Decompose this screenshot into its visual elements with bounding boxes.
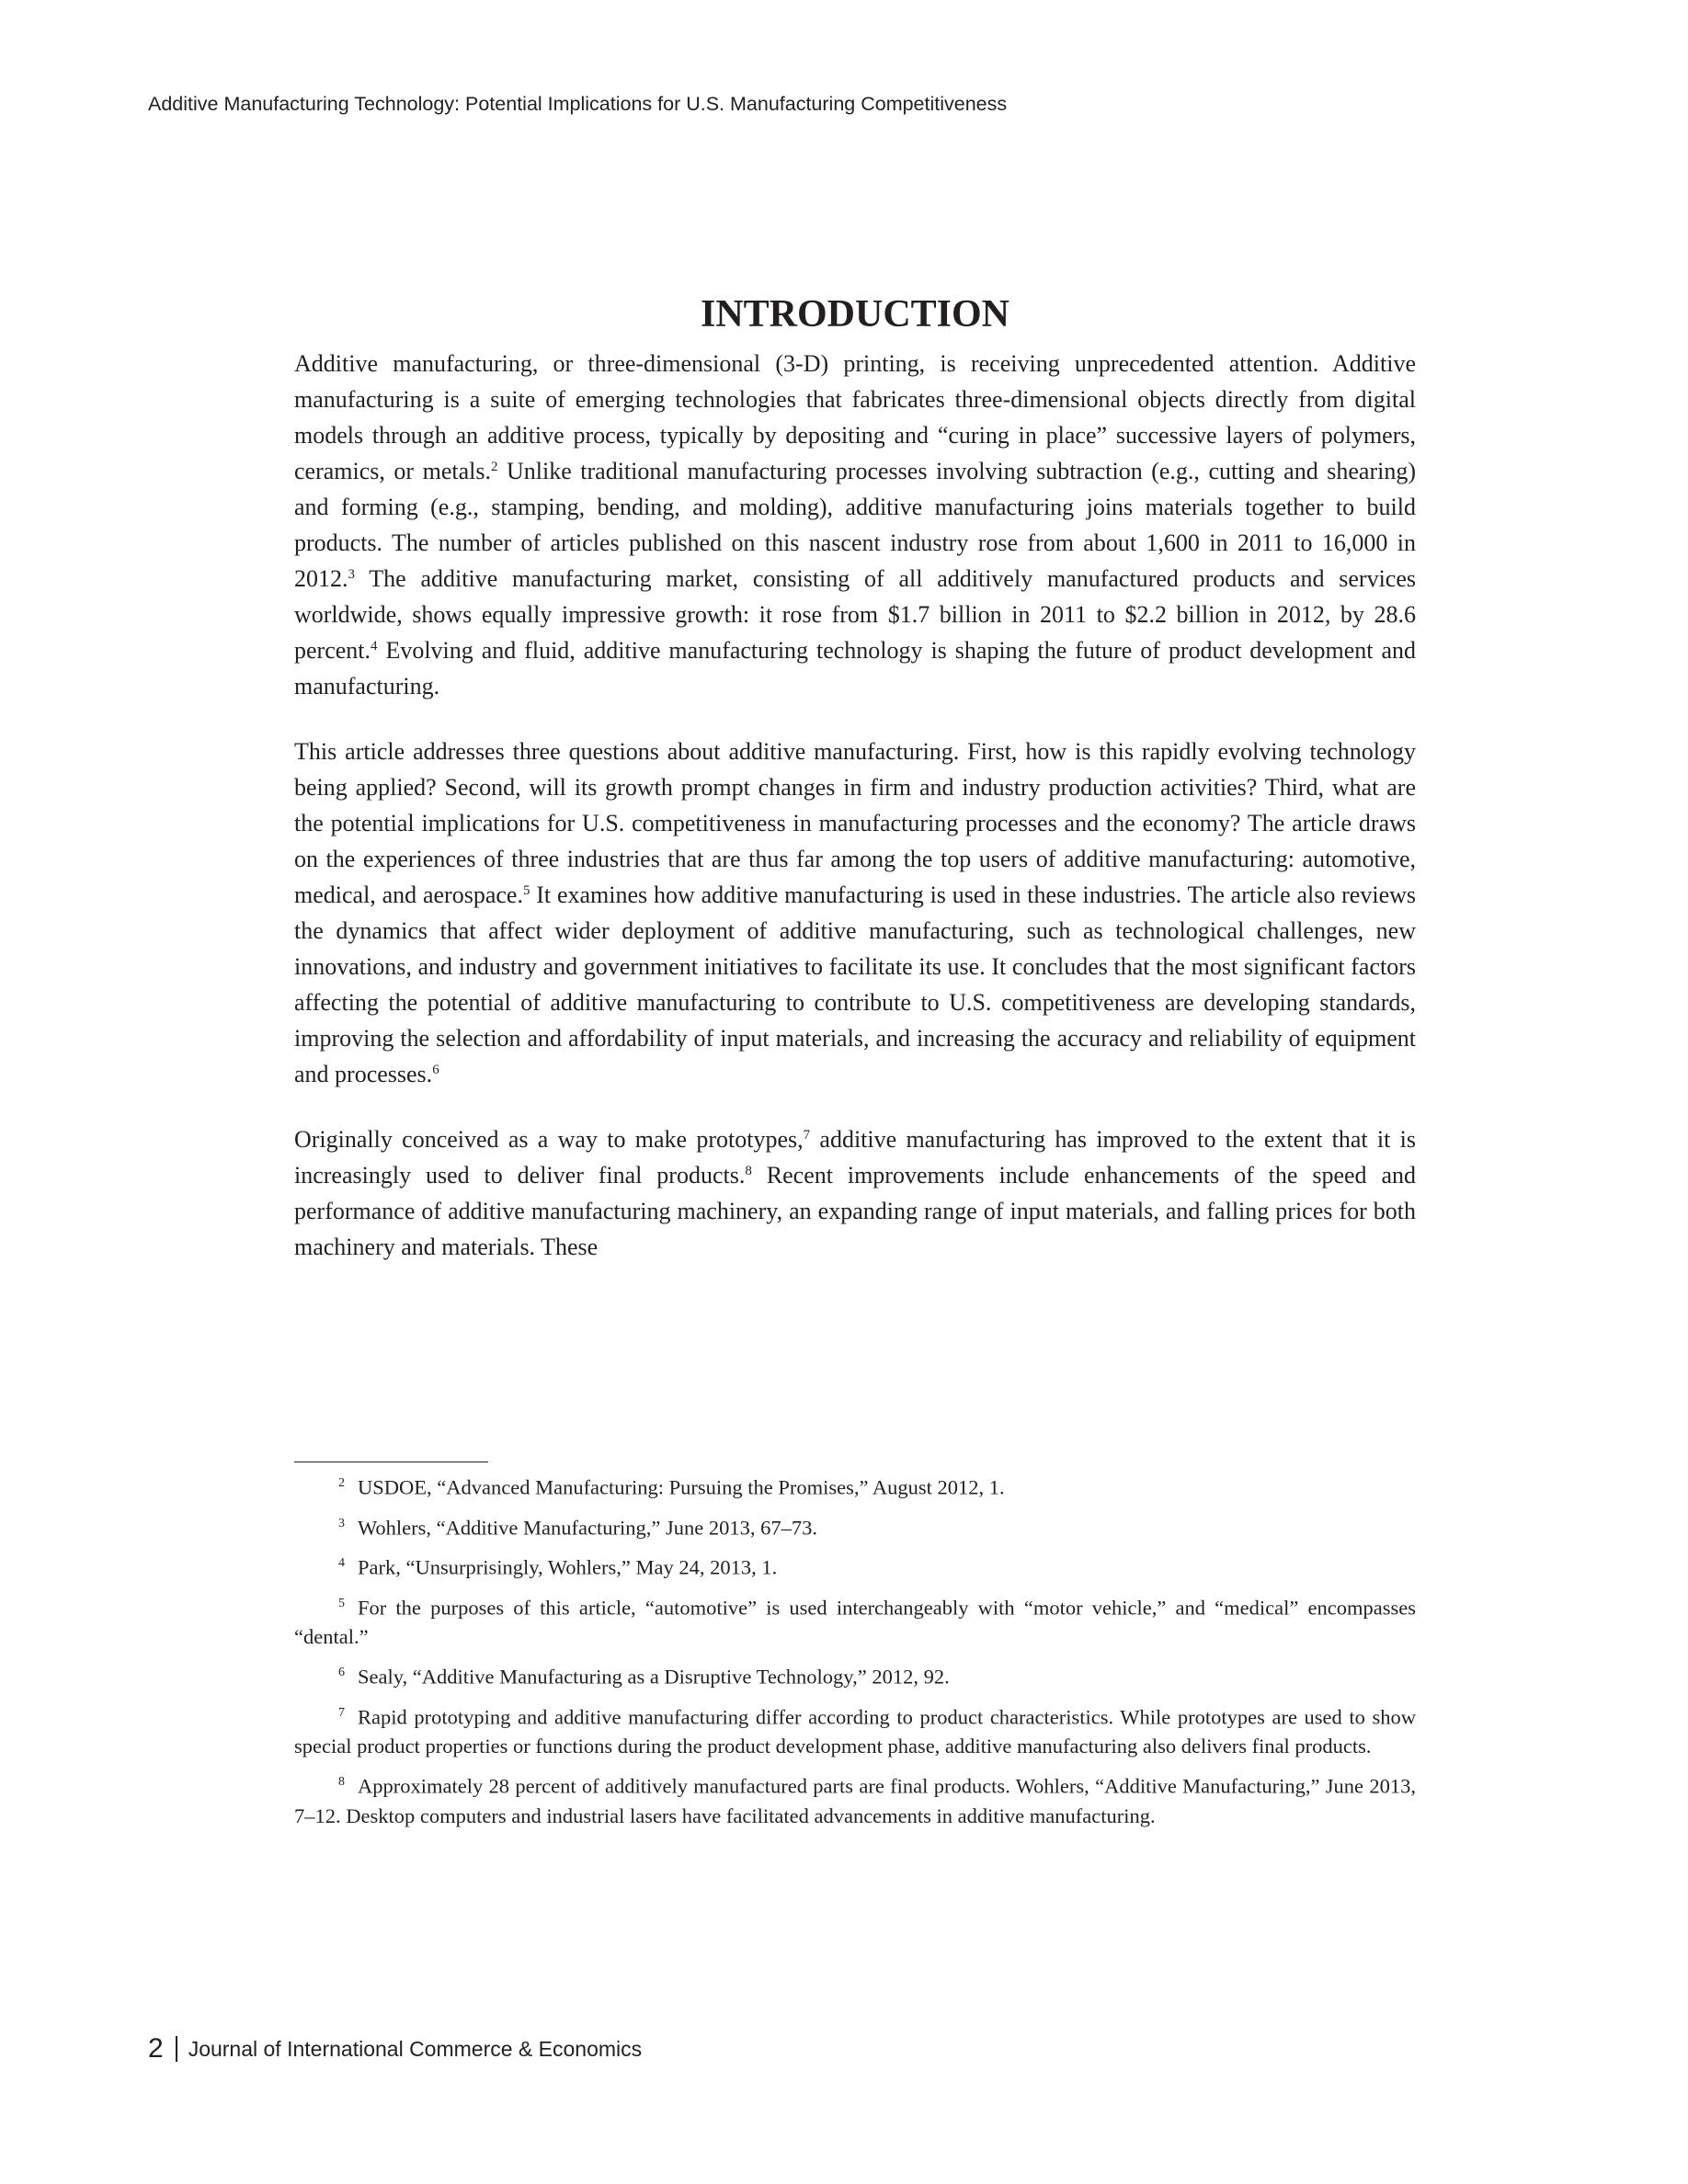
footnote-ref: 5: [522, 883, 530, 898]
footnote-number: 6: [338, 1666, 345, 1679]
footnote: [294, 1549, 1416, 1583]
footnote-text: Sealy, “Additive Manufacturing as a Disruptive Technology,” 2012, 92.: [358, 1665, 950, 1689]
footnote: [294, 1469, 1416, 1503]
footnote-text: USDOE, “Advanced Manufacturing: Pursuing the Promises,” August 2012, 1.: [358, 1475, 1005, 1499]
footnote-ref: 3: [348, 567, 355, 582]
footer-divider: [176, 2036, 177, 2062]
footnote: [294, 1509, 1416, 1543]
footnote: [294, 1768, 1416, 1831]
footnote: [294, 1658, 1416, 1692]
footnotes: [294, 1469, 1416, 1837]
footnote-ref: 7: [803, 1128, 811, 1143]
article-body: [294, 283, 1416, 1294]
paragraph-text: This article addresses three questions about additive manufacturing. First, how is this rapidly evolving technology being applied? Second, will its growth prompt changes in firm and industry production activities? Third, what are the potential implications for U.S. competitiveness in manufacturing processes and the economy? The article draws on the experiences of three industries that are thus far among the top users of additive manufacturing: automotive, medical, and aerospace.: [294, 738, 1416, 908]
footnote-number: 2: [338, 1476, 345, 1490]
footnote: [294, 1699, 1416, 1762]
paragraph: [294, 734, 1416, 1092]
page-footer: [148, 2033, 642, 2065]
footnote-ref: 6: [432, 1063, 439, 1077]
footnote-ref: 8: [745, 1164, 752, 1178]
running-header: Additive Manufacturing Technology: Potential Implications for U.S. Manufacturing Competitiveness: [148, 93, 1008, 115]
paragraph-text: Originally conceived as a way to make prototypes,: [294, 1126, 804, 1153]
footnote-text: Rapid prototyping and additive manufacturing differ according to product characteristics. While prototypes are used to show special product properties or functions during the product development phase, additive manufacturing also delivers final products.: [294, 1705, 1416, 1757]
journal-name: Journal of International Commerce & Economics: [188, 2036, 643, 2061]
paragraph-text: Evolving and fluid, additive manufacturing technology is shaping the future of product development and manufacturing.: [294, 637, 1416, 700]
paragraph-text: Recent improvements include enhancements of the speed and performance of additive manufacturing machinery, an expanding range of input materials, and falling prices for both machinery and materials. These: [294, 1162, 1416, 1260]
paragraph-text: Unlike traditional manufacturing processes involving subtraction (e.g., cutting and shearing) and forming (e.g., stamping, bending, and molding), additive manufacturing joins materials together to build products. The number of articles published on this nascent industry rose from about 1,600 in 2011 to 16,000 in 2012.: [294, 458, 1416, 592]
section-title: INTRODUCTION: [700, 293, 1010, 336]
footnote-number: 3: [338, 1516, 345, 1530]
paragraph-text: It examines how additive manufacturing is used in these industries. The article also reviews the dynamics that affect wider deployment of additive manufacturing, such as technological challenges, new innovations, and industry and government initiatives to facilitate its use. It concludes that the most significant factors affecting the potential of additive manufacturing to contribute to U.S. competitiveness are developing standards, improving the selection and affordability of input materials, and increasing the accuracy and reliability of equipment and processes.: [294, 882, 1417, 1087]
paragraph-text: additive manufacturing has improved to the extent that it is increasingly used to deliver final products.: [294, 1126, 1417, 1189]
paragraph-text: Additive manufacturing, or three-dimensional (3-D) printing, is receiving unprecedented attention. Additive manufacturing is a suite of emerging technologies that fabricates three-dimensional objects directly from digital models through an additive process, typically by depositing and “curing in place” successive layers of polymers, ceramics, or metals.: [294, 350, 1416, 484]
footnote-text: Approximately 28 percent of additively manufactured parts are final products. Wohlers, “Additive Manufacturing,” June 2013, 7–12. Desktop computers and industrial lasers have facilitated advancements in additive manufacturing.: [294, 1774, 1416, 1827]
footnote-text: Park, “Unsurprisingly, Wohlers,” May 24, 2013, 1.: [358, 1555, 778, 1579]
footnote-text: Wohlers, “Additive Manufacturing,” June 2013, 67–73.: [358, 1516, 817, 1539]
footnote-ref: 4: [371, 639, 378, 654]
page-number: 2: [148, 2033, 164, 2064]
footnote-number: 4: [338, 1556, 345, 1570]
footnote-number: 8: [338, 1775, 345, 1789]
paragraph: [294, 346, 1416, 704]
footnote: [294, 1589, 1416, 1653]
footnote-number: 7: [338, 1705, 345, 1720]
footnote-ref: 2: [490, 460, 498, 474]
paragraph-text: The additive manufacturing market, consisting of all additively manufactured products and services worldwide, shows equally impressive growth: it rose from $1.7 billion in 2011 to $2.2 billion in 2012, by 28.6 percent.: [294, 565, 1416, 664]
paragraph: [294, 1121, 1416, 1265]
footnote-number: 5: [338, 1596, 345, 1610]
footnote-text: For the purposes of this article, “automotive” is used interchangeably with “motor vehicle,” and “medical” encompasses “dental.”: [294, 1596, 1416, 1648]
